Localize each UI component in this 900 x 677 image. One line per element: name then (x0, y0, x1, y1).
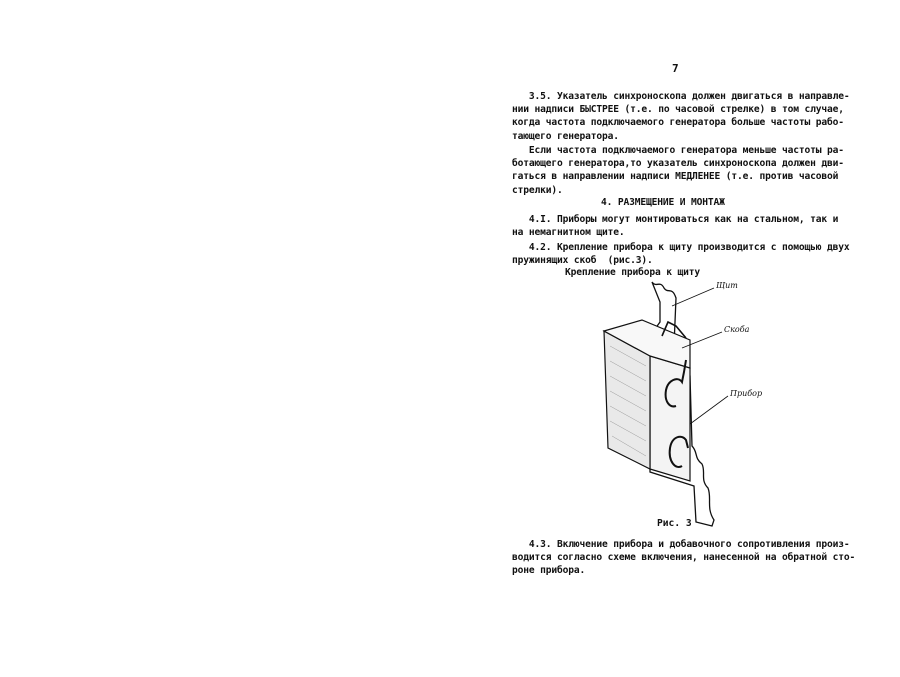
text-line: когда частота подключаемого генератора больше частоты рабо- (512, 117, 844, 129)
text-line: нии надписи БЫСТРЕЕ (т.е. по часовой стрелке) в том случае, (512, 104, 844, 116)
page-number: 7 (672, 62, 679, 75)
text-line: на немагнитном щите. (512, 227, 625, 239)
label-device: Прибор (730, 389, 763, 398)
text-line: водится согласно схеме включения, нанесенной на обратной сто- (512, 552, 856, 564)
figure-title: Крепление прибора к щиту (565, 267, 701, 278)
label-bracket: Скоба (724, 325, 750, 334)
paragraph-4-1 (512, 213, 844, 239)
leader-device (690, 396, 728, 424)
text-line: гаться в направлении надписи МЕДЛЕНЕЕ (т.е. против часовой (512, 171, 839, 183)
mounting-figure (590, 276, 780, 531)
figure-caption: Рис. 3 (657, 518, 692, 529)
paragraph-4-3 (512, 538, 856, 578)
text-line: пружинящих скоб (рис.3). (512, 255, 653, 267)
text-line: 3.5. Указатель синхроноскопа должен двигаться в направле- (512, 91, 850, 102)
text-line: 4.2. Крепление прибора к щиту производится с помощью двух (512, 242, 850, 253)
label-panel: Щит (716, 281, 738, 290)
text-line: тающего генератора. (512, 130, 619, 142)
text-line: роне прибора. (512, 565, 586, 577)
paragraph-3-5 (512, 90, 850, 143)
text-line: Если частота подключаемого генератора меньше частоты ра- (512, 145, 844, 156)
paragraph-3-5-continued (512, 144, 844, 197)
text-line: 4.3. Включение прибора и добавочного сопротивления произ- (512, 539, 850, 550)
paragraph-4-2 (512, 241, 850, 267)
text-line: ботающего генератора,то указатель синхроноскопа должен дви- (512, 158, 844, 170)
text-line: 4.I. Приборы могут монтироваться как на стальном, так и (512, 214, 839, 225)
text-line: стрелки). (512, 184, 563, 196)
leader-panel (672, 288, 714, 306)
section-heading: 4. РАЗМЕЩЕНИЕ И МОНТАЖ (601, 197, 725, 208)
